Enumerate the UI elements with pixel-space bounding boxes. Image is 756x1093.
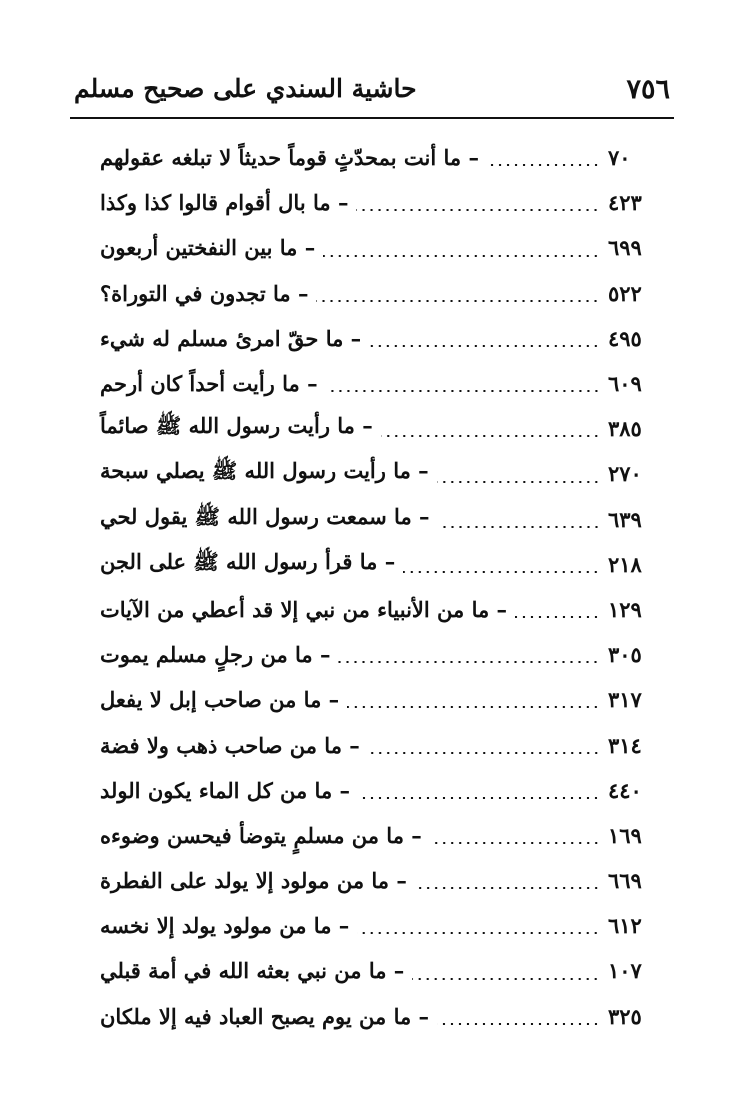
dot-leader — [316, 300, 600, 302]
entry-page-number: ٤٤٠ — [608, 777, 642, 803]
index-entry — [100, 722, 670, 767]
index-entry — [100, 316, 670, 361]
dot-leader — [415, 887, 600, 889]
entry-text: – ما من الأنبياء من نبي إلا قد أعطي من الآيات — [100, 596, 508, 622]
entry-page-number: ٦٩٩ — [608, 235, 642, 261]
entry-text: – ما من صاحب ذهب ولا فضة — [100, 732, 360, 758]
entry-text: – ما رأيت رسول الله ﷺ يصلي سبحة — [100, 458, 429, 484]
entry-page-number: ٧٠ — [608, 145, 631, 171]
entry-text: – ما تجدون في التوراة؟ — [100, 280, 309, 306]
entry-page-number: ٤٢٣ — [608, 190, 642, 216]
dot-leader — [403, 571, 600, 573]
entry-text: – ما حقّ امرئ مسلم له شيء — [100, 325, 362, 351]
entry-text: – ما من صاحب إبل لا يفعل — [100, 687, 340, 713]
index-entry — [100, 135, 670, 180]
entry-text: – ما من مسلمٍ يتوضأ فيحسن وضوءه — [100, 822, 422, 848]
dot-leader — [358, 797, 600, 799]
entry-page-number: ٥٢٢ — [608, 280, 642, 306]
dot-leader — [338, 661, 600, 663]
entry-text: – ما من يوم يصبح العباد فيه إلا ملكان — [100, 1003, 430, 1029]
index-entry — [100, 406, 670, 451]
dot-leader — [437, 1023, 600, 1025]
running-title: حاشية السندي على صحيح مسلم — [74, 74, 417, 103]
entry-text: – ما رأيت أحداً كان أرحم — [100, 371, 318, 397]
entry-page-number: ٦٣٩ — [608, 506, 642, 532]
entry-text: – ما من كل الماء يكون الولد — [100, 777, 351, 803]
index-entry — [100, 632, 670, 677]
entry-page-number: ٣١٤ — [608, 732, 642, 758]
index-entry — [100, 813, 670, 858]
dot-leader — [515, 616, 600, 618]
entry-page-number: ٣٢٥ — [608, 1003, 642, 1029]
dot-leader — [487, 164, 600, 166]
entry-page-number: ٣٠٥ — [608, 642, 642, 668]
index-entry — [100, 497, 670, 542]
dot-leader — [438, 526, 601, 528]
entry-text: – ما من مولود يولد إلا نخسه — [100, 913, 350, 939]
entry-text: – ما قرأ رسول الله ﷺ على الجن — [100, 548, 396, 574]
header-rule — [70, 117, 674, 119]
entry-page-number: ٣٨٥ — [608, 416, 642, 442]
index-entry — [100, 451, 670, 496]
page-header — [70, 72, 674, 112]
entry-text: – ما بال أقوام قالوا كذا وكذا — [100, 190, 349, 216]
entry-text: – ما من نبي بعثه الله في أمة قبلي — [100, 958, 405, 984]
index-entry — [100, 271, 670, 316]
entry-text: – ما رأيت رسول الله ﷺ صائماً — [100, 413, 373, 439]
index-entry — [100, 858, 670, 903]
entry-page-number: ٣١٧ — [608, 687, 642, 713]
index-entry — [100, 542, 670, 587]
index-entry — [100, 768, 670, 813]
entry-text: – ما من مولود إلا يولد على الفطرة — [100, 868, 407, 894]
index-entry — [100, 225, 670, 270]
dot-leader — [368, 752, 600, 754]
index-entry — [100, 994, 670, 1039]
dot-leader — [357, 932, 600, 934]
entry-page-number: ٢٧٠ — [608, 461, 642, 487]
index-entry — [100, 677, 670, 722]
dot-leader — [347, 706, 600, 708]
entry-page-number: ٢١٨ — [608, 551, 642, 577]
page-number: ٧٥٦ — [626, 74, 670, 105]
dot-leader — [323, 255, 600, 257]
index-entry — [100, 948, 670, 993]
entry-page-number: ١٦٩ — [608, 822, 642, 848]
entry-page-number: ١٢٩ — [608, 596, 642, 622]
index-entry — [100, 903, 670, 948]
entry-page-number: ٤٩٥ — [608, 325, 642, 351]
index-list — [100, 135, 670, 1039]
dot-leader — [369, 345, 600, 347]
dot-leader — [412, 978, 600, 980]
entry-page-number: ٦٠٩ — [608, 371, 642, 397]
entry-text: – ما بين النفختين أربعون — [100, 235, 316, 261]
entry-page-number: ٦١٢ — [608, 913, 642, 939]
dot-leader — [437, 481, 600, 483]
entry-page-number: ١٠٧ — [608, 958, 642, 984]
index-entry — [100, 361, 670, 406]
dot-leader — [356, 209, 600, 211]
entry-text: – ما سمعت رسول الله ﷺ يقول لحي — [100, 503, 430, 529]
index-entry — [100, 180, 670, 225]
entry-text: – ما أنت بمحدّثٍ قوماً حديثاً لا تبلغه عقولهم — [100, 145, 479, 171]
index-entry — [100, 587, 670, 632]
dot-leader — [430, 842, 600, 844]
entry-text: – ما من رجلٍ مسلم يموت — [100, 642, 331, 668]
dot-leader — [381, 435, 600, 437]
entry-page-number: ٦٦٩ — [608, 868, 642, 894]
dot-leader — [326, 390, 600, 392]
